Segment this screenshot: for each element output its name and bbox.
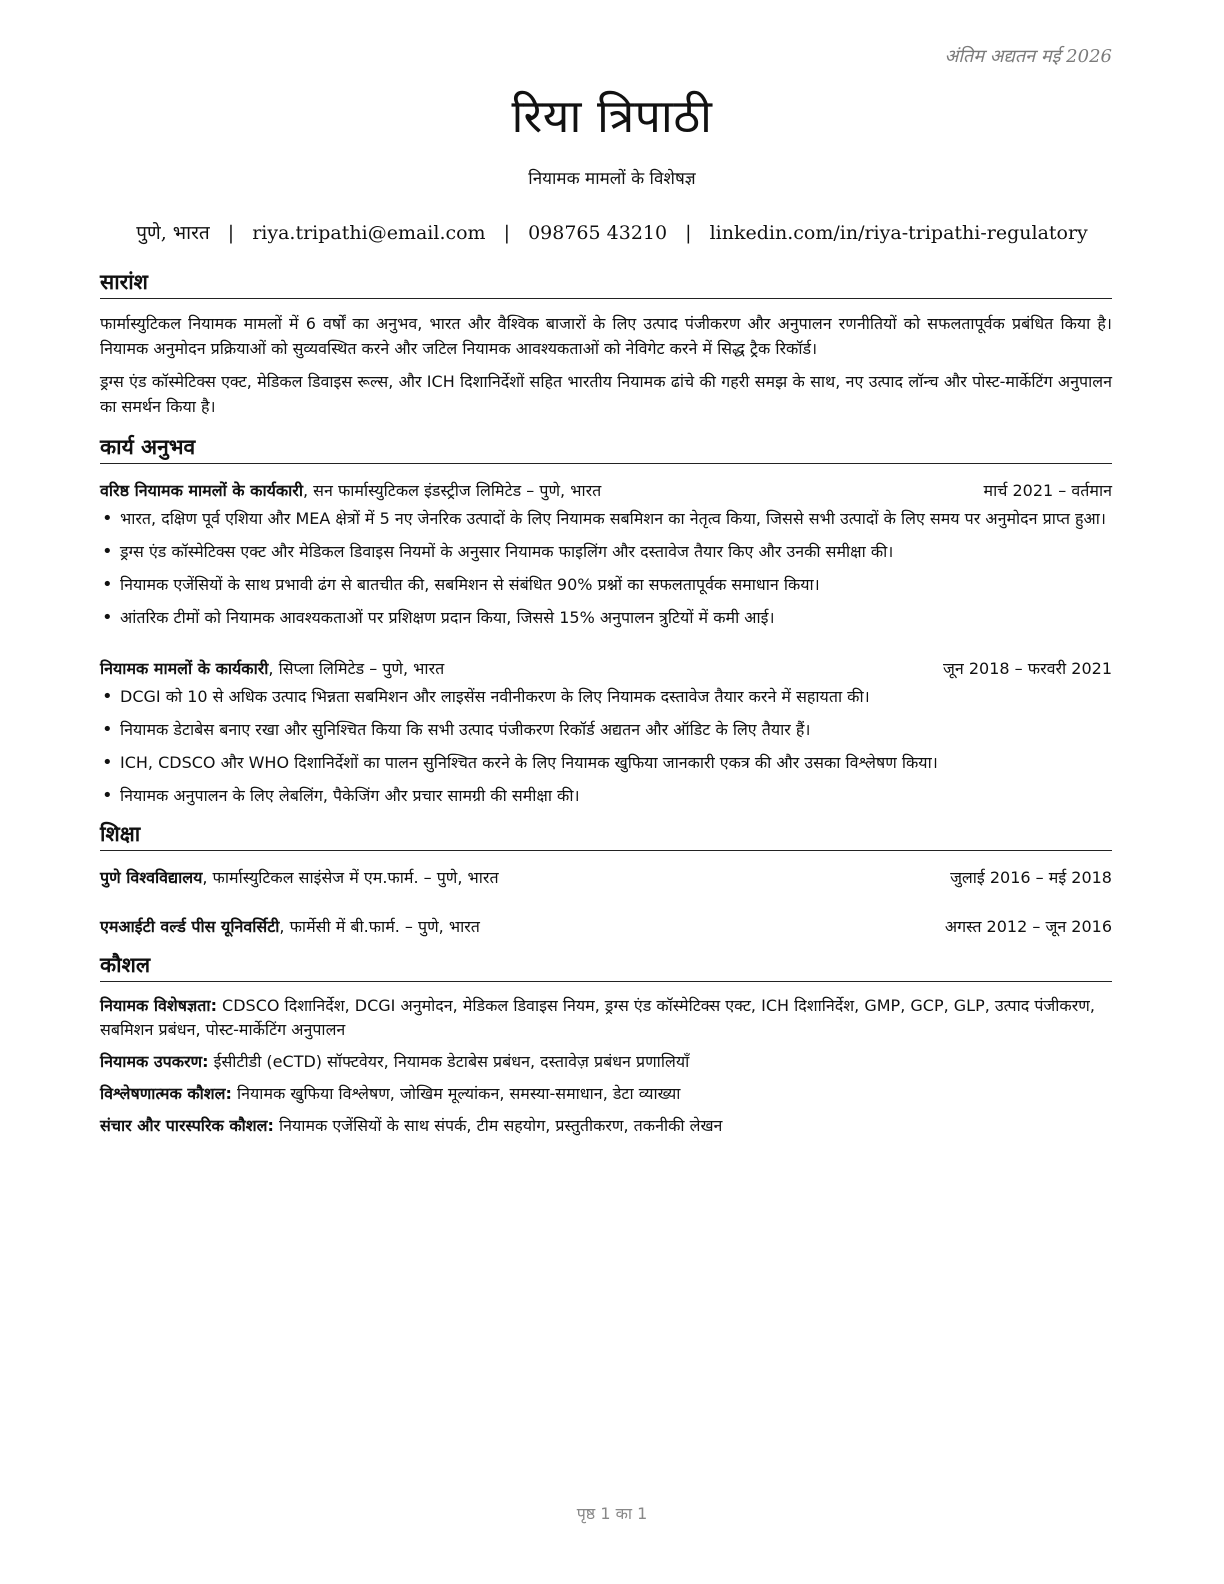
job-company: , सिप्ला लिमिटेड – पुणे, भारत (268, 659, 445, 678)
candidate-title: नियामक मामलों के विशेषज्ञ (528, 169, 696, 189)
education-institution-detail (100, 865, 499, 890)
experience-heading: कार्य अनुभव (100, 433, 1112, 464)
skill-line (100, 1114, 1112, 1138)
summary-paragraph: ड्रग्स एंड कॉस्मेटिक्स एक्ट, मेडिकल डिवाइस रूल्स, और ICH दिशानिर्देशों सहित भारतीय नियामक ढांचे की गहरी समझ के साथ, नए उत्पाद लॉन्च और पोस्ट-मार्केटिंग अनुपालन का समर्थन किया है। (100, 372, 1112, 416)
skills-section (100, 951, 1112, 1138)
education-institution: पुणे विश्वविद्यालय (100, 868, 203, 887)
contact-email[interactable]: riya.tripathi@email.com (252, 222, 486, 244)
education-institution: एमआईटी वर्ल्ड पीस यूनिवर्सिटी (100, 917, 280, 936)
job-role-company (100, 478, 601, 503)
skill-line (100, 1082, 1112, 1106)
job-header (100, 656, 1112, 681)
education-section (100, 820, 1112, 939)
summary-heading: सारांश (100, 268, 1112, 299)
education-heading: शिक्षा (100, 820, 1112, 851)
education-dates: जुलाई 2016 – मई 2018 (950, 868, 1112, 887)
job-role-company (100, 656, 444, 681)
skill-value: नियामक खुफिया विश्लेषण, जोखिम मूल्यांकन, समस्या-समाधान, डेटा व्याख्या (231, 1084, 681, 1103)
job-entry (100, 656, 1112, 808)
skill-line (100, 994, 1112, 1042)
education-degree: , फार्मास्युटिकल साइंसेज में एम.फार्म. – पुणे, भारत (202, 868, 499, 887)
contact-separator: | (227, 222, 235, 244)
job-role: नियामक मामलों के कार्यकारी (100, 659, 269, 678)
job-bullet: • आंतरिक टीमों को नियामक आवश्यकताओं पर प्रशिक्षण प्रदान किया, जिससे 15% अनुपालन त्रुटियों में कमी आई। (100, 606, 1112, 630)
candidate-name: रिया त्रिपाठी (511, 89, 713, 143)
last-updated-note: अंतिम अद्यतन मई 2026 (944, 46, 1112, 67)
education-dates: अगस्त 2012 – जून 2016 (944, 917, 1112, 936)
contact-separator: | (503, 222, 511, 244)
job-company: , सन फार्मास्युटिकल इंडस्ट्रीज लिमिटेड – पुणे, भारत (303, 481, 602, 500)
skill-label: नियामक उपकरण: (100, 1052, 209, 1071)
summary-paragraph: फार्मास्युटिकल नियामक मामलों में 6 वर्षों का अनुभव, भारत और वैश्विक बाजारों के लिए उत्पाद पंजीकरण और अनुपालन रणनीतियों को सफलतापूर्वक प्रबंधित किया है। नियामक अनुमोदन प्रक्रियाओं को सुव्यवस्थित करने और जटिल नियामक आवश्यकताओं को नेविगेट करने में सिद्ध ट्रैक रिकॉर्ड। (100, 314, 1112, 358)
skill-value: CDSCO दिशानिर्देश, DCGI अनुमोदन, मेडिकल डिवाइस नियम, ड्रग्स एंड कॉस्मेटिक्स एक्ट, ICH दिशानिर्देश, GMP, GCP, GLP, उत्पाद पंजीकरण, सबमिशन प्रबंधन, पोस्ट-मार्केटिंग अनुपालन (100, 996, 1095, 1039)
job-bullets (100, 685, 1112, 808)
contact-separator: | (685, 222, 692, 244)
skill-line (100, 1050, 1112, 1074)
job-bullet: • ICH, CDSCO और WHO दिशानिर्देशों का पालन सुनिश्चित करने के लिए नियामक खुफिया जानकारी एकत्र की और उसका विश्लेषण किया। (100, 751, 1112, 775)
job-dates: मार्च 2021 – वर्तमान (983, 481, 1112, 500)
education-institution-detail (100, 914, 480, 939)
job-bullet: • नियामक एजेंसियों के साथ प्रभावी ढंग से बातचीत की, सबमिशन से संबंधित 90% प्रश्नों का सफलतापूर्वक समाधान किया। (100, 573, 1112, 597)
education-entry (100, 914, 1112, 939)
job-bullet: • नियामक अनुपालन के लिए लेबलिंग, पैकेजिंग और प्रचार सामग्री की समीक्षा की। (100, 784, 1112, 808)
experience-section (100, 433, 1112, 808)
skill-label: नियामक विशेषज्ञता: (100, 996, 217, 1015)
contact-line (0, 219, 1224, 245)
job-bullet: • DCGI को 10 से अधिक उत्पाद भिन्नता सबमिशन और लाइसेंस नवीनीकरण के लिए नियामक दस्तावेज तैयार करने में सहायता की। (100, 685, 1112, 709)
contact-linkedin[interactable]: linkedin.com/in/riya-tripathi-regulatory (709, 222, 1088, 244)
job-bullet: • नियामक डेटाबेस बनाए रखा और सुनिश्चित किया कि सभी उत्पाद पंजीकरण रिकॉर्ड अद्यतन और ऑडिट के लिए तैयार हैं। (100, 718, 1112, 742)
job-bullet: • ड्रग्स एंड कॉस्मेटिक्स एक्ट और मेडिकल डिवाइस नियमों के अनुसार नियामक फाइलिंग और दस्तावेज तैयार किए और उनकी समीक्षा की। (100, 540, 1112, 564)
resume-body (100, 268, 1112, 1150)
summary-section (100, 268, 1112, 419)
skill-value: ईसीटीडी (eCTD) सॉफ्टवेयर, नियामक डेटाबेस प्रबंधन, दस्तावेज़ प्रबंधन प्रणालियाँ (208, 1052, 690, 1071)
job-role: वरिष्ठ नियामक मामलों के कार्यकारी (100, 481, 303, 500)
job-bullets (100, 507, 1112, 630)
job-bullet: • भारत, दक्षिण पूर्व एशिया और MEA क्षेत्रों में 5 नए जेनरिक उत्पादों के लिए नियामक सबमिशन का नेतृत्व किया, जिससे सभी उत्पादों के लिए समय पर अनुमोदन प्राप्त हुआ। (100, 507, 1112, 531)
skill-value: नियामक एजेंसियों के साथ संपर्क, टीम सहयोग, प्रस्तुतीकरण, तकनीकी लेखन (273, 1116, 723, 1135)
contact-phone: 098765 43210 (528, 222, 668, 244)
page-indicator: पृष्ठ 1 का 1 (576, 1504, 648, 1523)
skill-label: विश्लेषणात्मक कौशल: (100, 1084, 232, 1103)
education-entry (100, 865, 1112, 890)
job-header (100, 478, 1112, 503)
skills-heading: कौशल (100, 951, 1112, 982)
contact-location: पुणे, भारत (136, 222, 210, 244)
job-dates: जून 2018 – फरवरी 2021 (943, 659, 1112, 678)
education-degree: , फार्मेसी में बी.फार्म. – पुणे, भारत (279, 917, 480, 936)
job-entry (100, 478, 1112, 630)
skill-label: संचार और पारस्परिक कौशल: (100, 1116, 274, 1135)
